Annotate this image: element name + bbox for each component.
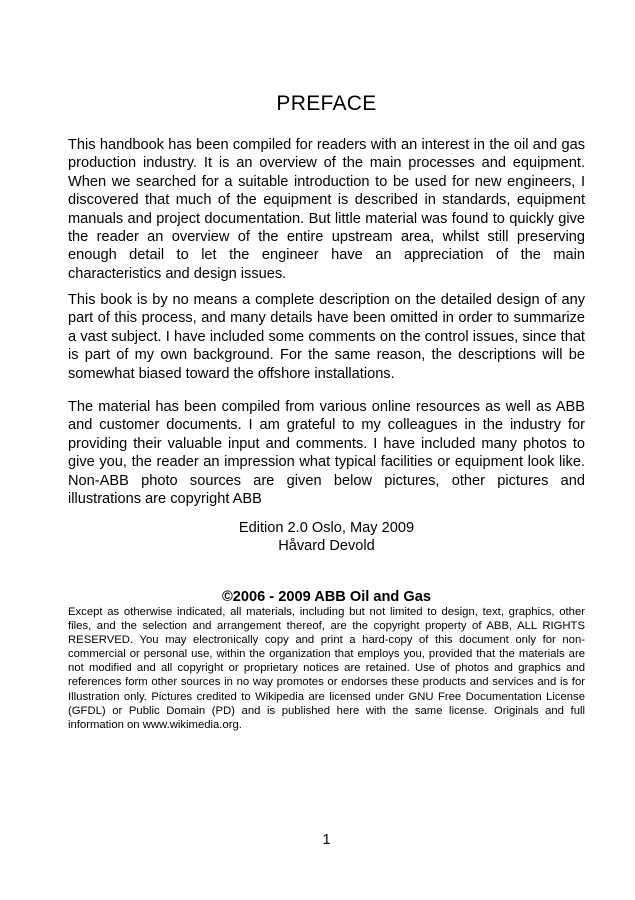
copyright-heading: ©2006 - 2009 ABB Oil and Gas	[222, 589, 431, 605]
page-number: 1	[322, 832, 331, 848]
preface-paragraph-1: This handbook has been compiled for readers with an interest in the oil and gas production industry. It is an overview of the main processes and equipment. When we searched for a suitable introduction to be used for new engineers, I discovered that much of the equipment is described in standards, equipment manuals and project documentation. But little material was found to quickly give the reader an overview of the entire upstream area, whilst still preserving enough detail to let the engineer have an appreciation of the main characteristics and design issues.	[68, 137, 585, 282]
page-title: PREFACE	[276, 92, 377, 115]
author-name: Håvard Devold	[278, 538, 375, 554]
preface-paragraph-3: The material has been compiled from various online resources as well as ABB and customer documents. I am grateful to my colleagues in the industry for providing their valuable input and comments. I have included many photos to give you, the reader an impression what typical facilities or equipment look like. Non-ABB photo sources are given below pictures, other pictures and illustrations are copyright ABB	[68, 399, 585, 508]
preface-paragraph-2: This book is by no means a complete description on the detailed design of any part of this process, and many details have been omitted in order to summarize a vast subject. I have included some comments on the control issues, since that is part of my own background. For the same reason, the descriptions will be somewhat biased toward the offshore installations.	[68, 292, 585, 382]
copyright-notice: Except as otherwise indicated, all materials, including but not limited to design, text, graphics, other files, and the selection and arrangement thereof, are the copyright property of ABB, ALL RIGHTS RESERVED. You may electronically copy and print a hard-copy of this document only for non-commercial or personal use, within the organization that employs you, provided that the materials are not modified and all copyright or proprietary notices are retained. Use of photos and graphics and references form other sources in no way promotes or endorses these products and services and is for Illustration only. Pictures credited to Wikipedia are licensed under GNU Free Documentation License (GFDL) or Public Domain (PD) and is published here with the same license. Originals and full information on www.wikimedia.org.	[68, 606, 585, 731]
edition-line: Edition 2.0 Oslo, May 2009	[238, 520, 415, 536]
